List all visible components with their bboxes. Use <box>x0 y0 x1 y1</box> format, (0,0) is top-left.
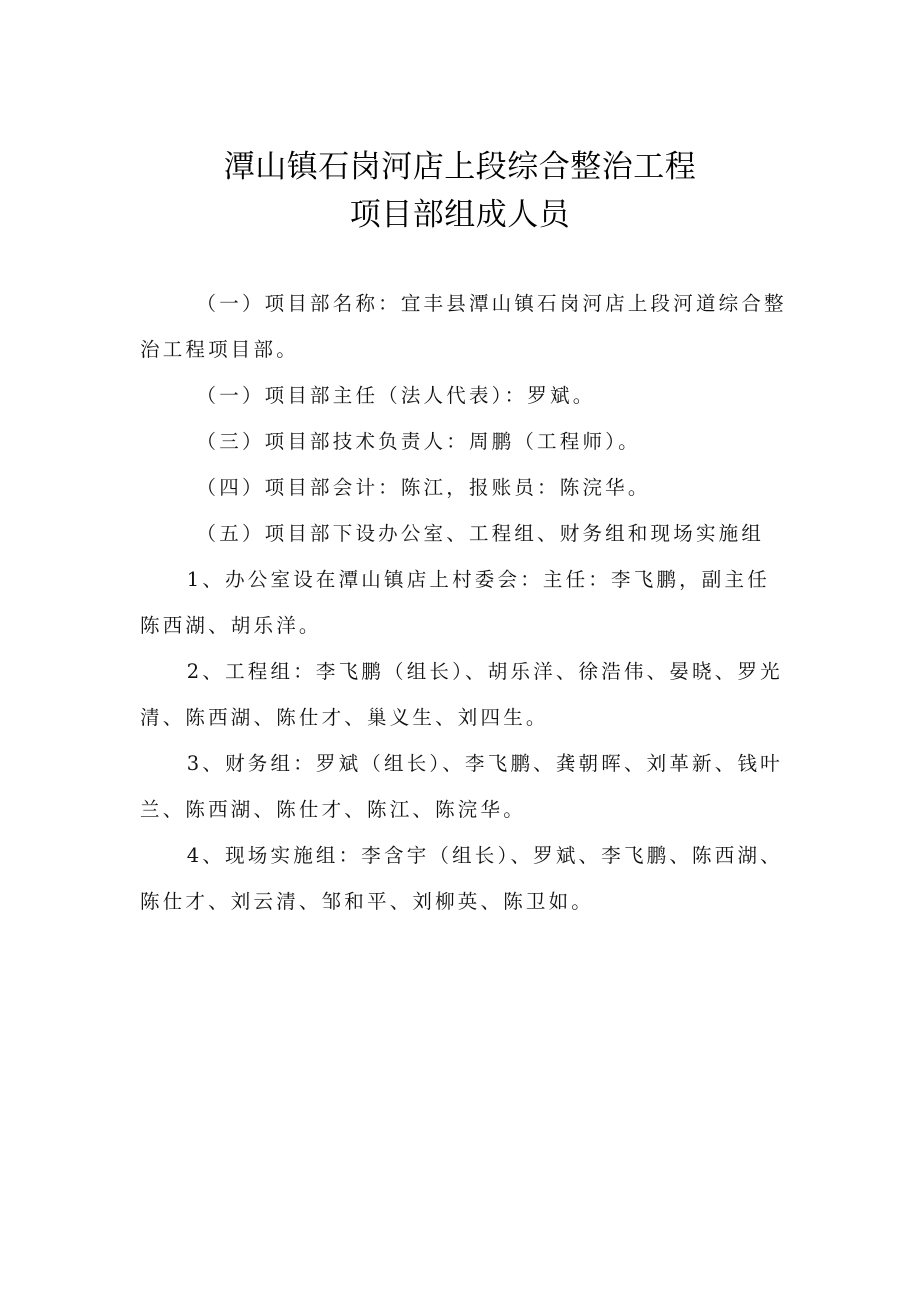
document-title-line-1: 潭山镇石岗河店上段综合整治工程 <box>223 149 697 185</box>
document-title-line-2: 项目部组成人员 <box>349 197 571 233</box>
paragraph-site-group: 4、现场实施组：李含宇（组长）、罗斌、李飞鹏、陈西湖、陈仕才、刘云清、邹和平、刘柳英、陈卫如。 <box>140 844 783 913</box>
paragraph-departments: （五）项目部下设办公室、工程组、财务组和现场实施组 <box>196 522 765 545</box>
document-body <box>140 281 790 925</box>
paragraph-project-name: （一）项目部名称：宜丰县潭山镇石岗河店上段河道综合整治工程项目部。 <box>140 292 787 361</box>
paragraph-accountant: （四）项目部会计：陈江，报账员：陈浣华。 <box>196 476 651 499</box>
paragraph-office: 1、办公室设在潭山镇店上村委会：主任：李飞鹏，副主任陈西湖、胡乐洋。 <box>140 568 770 637</box>
paragraph-technical-lead: （三）项目部技术负责人：周鹏（工程师）。 <box>196 430 641 453</box>
paragraph-engineering-group: 2、工程组：李飞鹏（组长）、胡乐洋、徐浩伟、晏晓、罗光清、陈西湖、陈仕才、巢义生、刘四生。 <box>140 660 783 729</box>
paragraph-project-director: （一）项目部主任（法人代表）：罗斌。 <box>196 384 596 407</box>
paragraph-finance-group: 3、财务组：罗斌（组长）、李飞鹏、龚朝晖、刘革新、钱叶兰、陈西湖、陈仕才、陈江、陈浣华。 <box>140 752 783 821</box>
